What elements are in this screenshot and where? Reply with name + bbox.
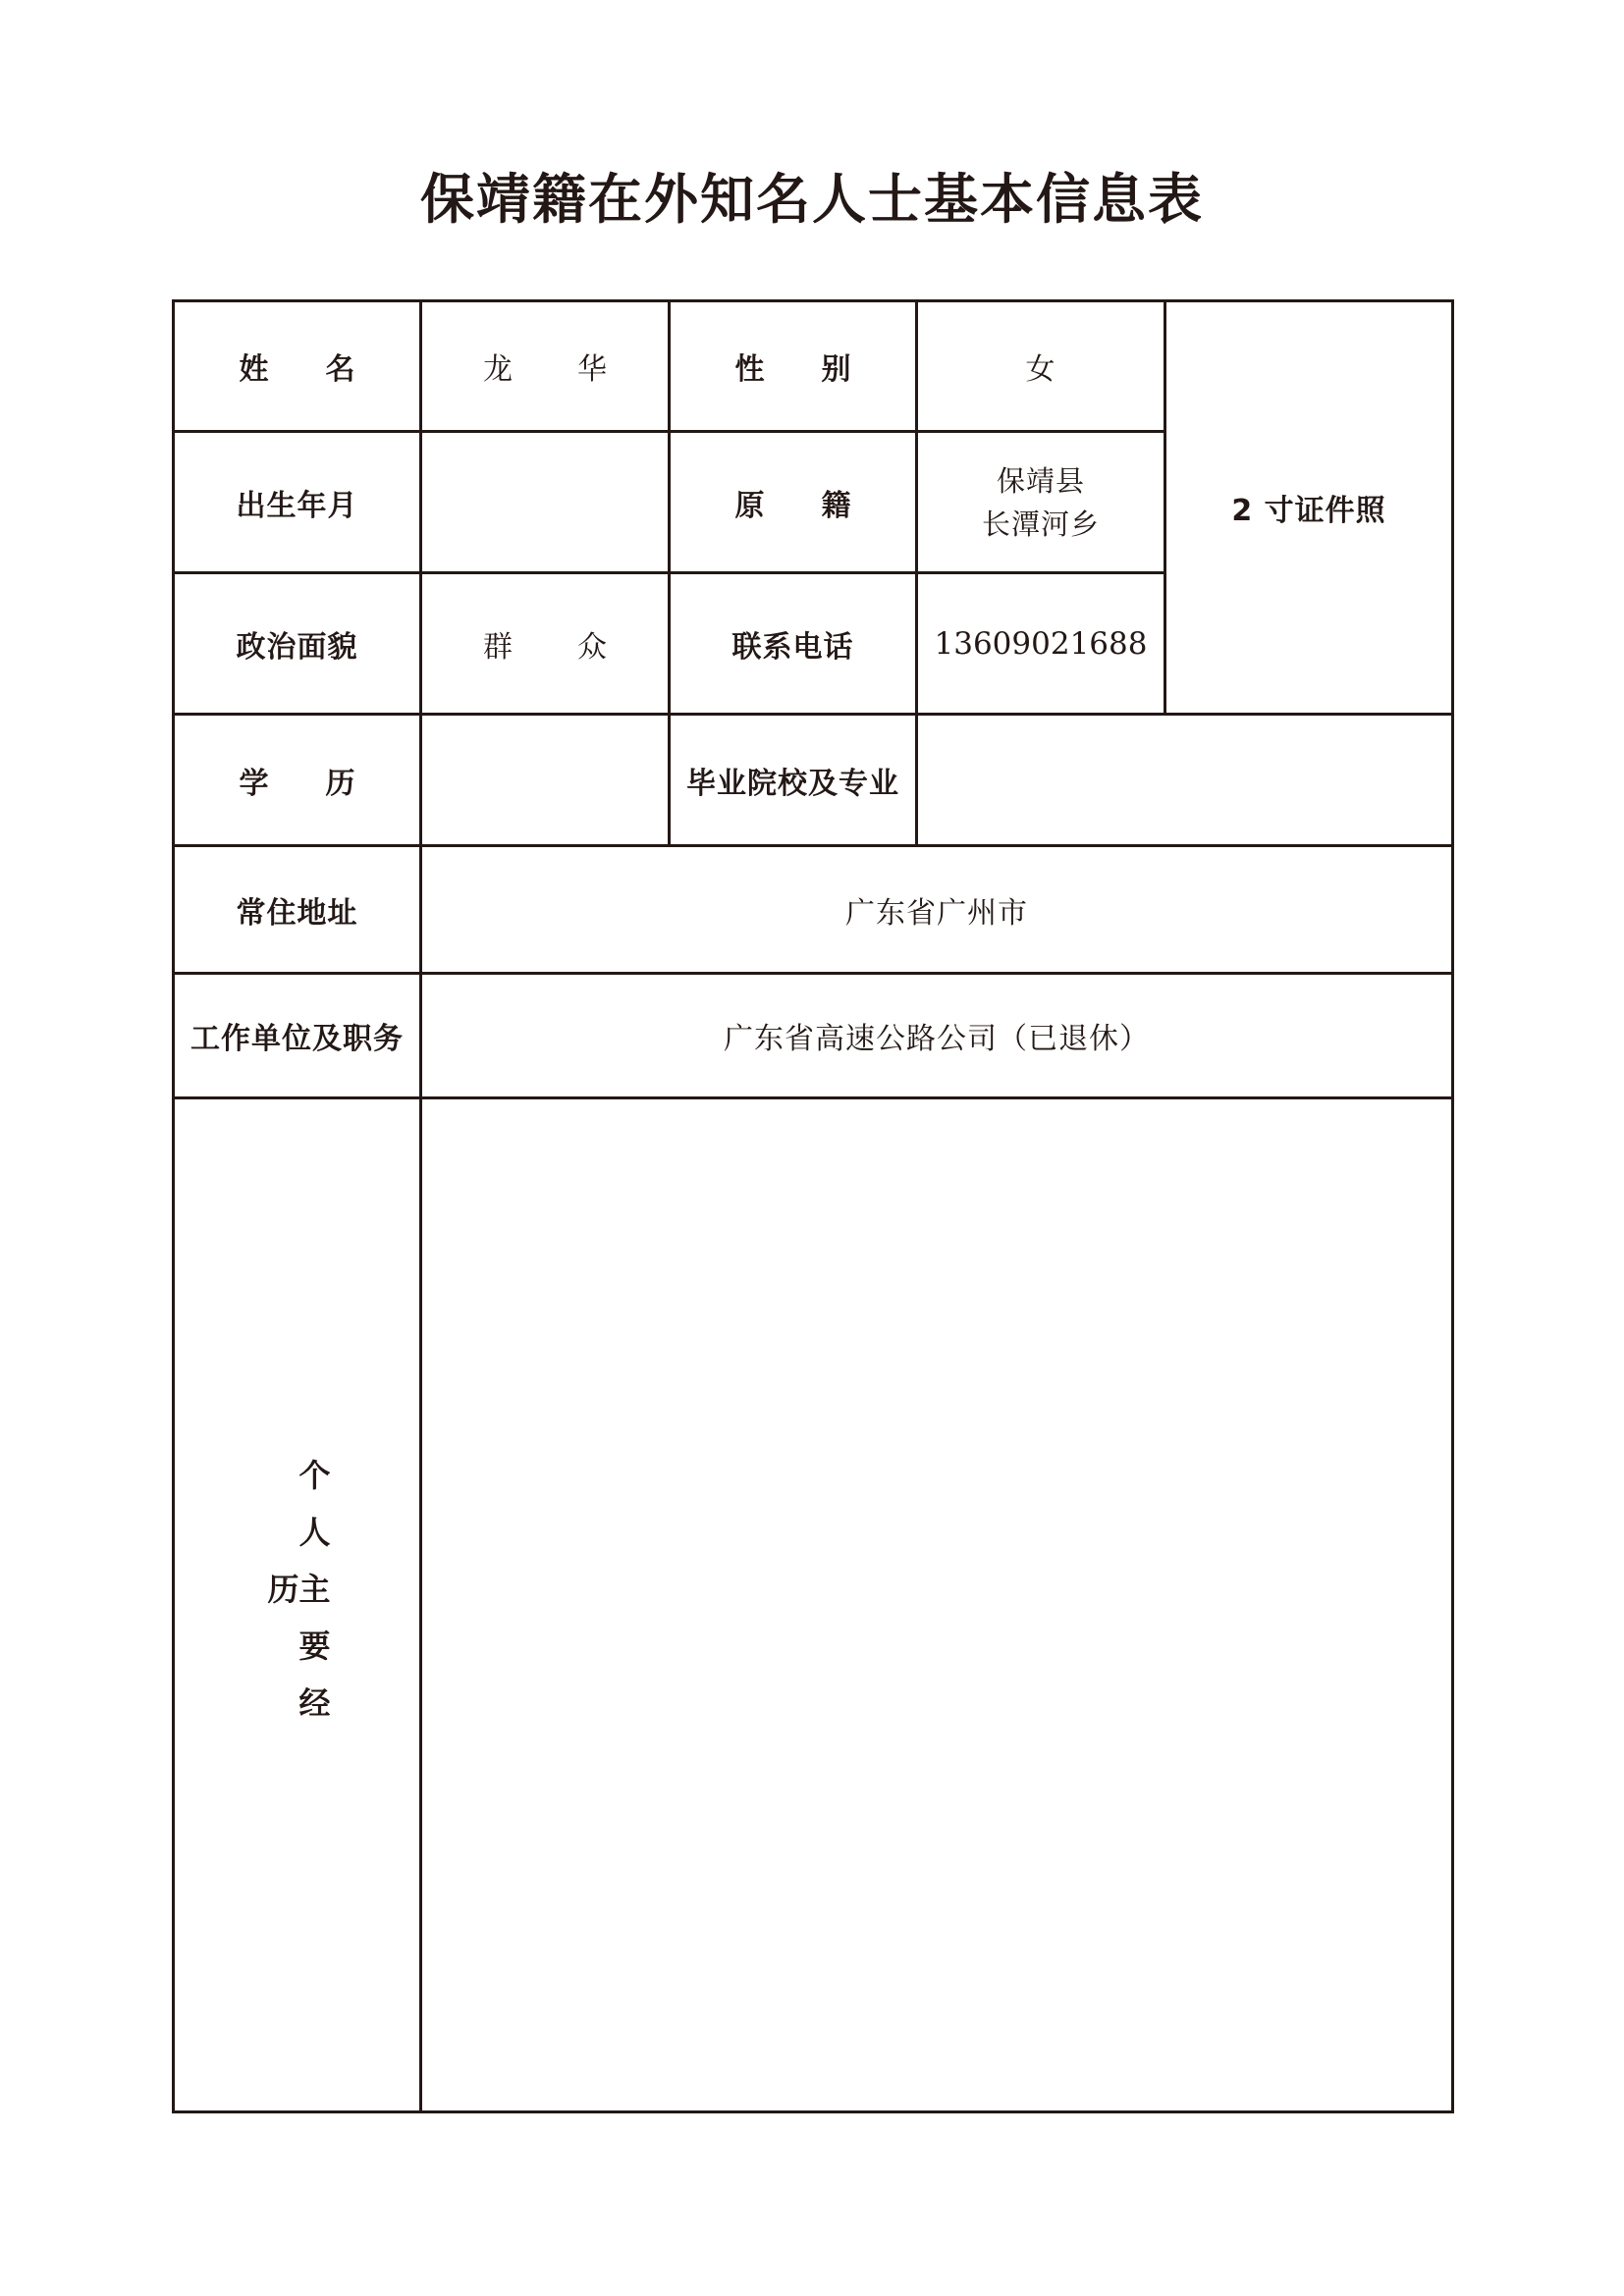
value-address[interactable]: 广东省广州市	[421, 846, 1453, 974]
value-origin-line-1: 保靖县	[996, 463, 1085, 498]
table-row-education	[174, 715, 1453, 846]
value-origin[interactable]	[917, 432, 1165, 573]
label-school-major: 毕业院校及专业	[670, 715, 917, 846]
value-political-status[interactable]: 群 众	[421, 573, 670, 715]
value-name[interactable]: 龙 华	[421, 301, 670, 432]
value-school-major[interactable]	[917, 715, 1453, 846]
table-row-address	[174, 846, 1453, 974]
label-origin: 原 籍	[670, 432, 917, 573]
label-address: 常住地址	[174, 846, 421, 974]
label-workplace-position: 工作单位及职务	[174, 974, 421, 1098]
label-birth-date: 出生年月	[174, 432, 421, 573]
value-workplace-position[interactable]: 广东省高速公路公司（已退休）	[421, 974, 1453, 1098]
photo-placeholder-cell[interactable]: 2 寸证件照	[1165, 301, 1453, 715]
value-phone[interactable]: 13609021688	[917, 573, 1165, 715]
value-gender[interactable]: 女	[917, 301, 1165, 432]
label-political-status: 政治面貌	[174, 573, 421, 715]
label-personal-experience	[174, 1098, 421, 2112]
table-row-name	[174, 301, 1453, 432]
value-origin-line-2: 长潭河乡	[981, 507, 1100, 541]
label-phone: 联系电话	[670, 573, 917, 715]
table-row-experience	[174, 1098, 1453, 2112]
page-title: 保靖籍在外知名人士基本信息表	[419, 167, 1204, 231]
label-gender: 性 别	[670, 301, 917, 432]
label-name: 姓 名	[174, 301, 421, 432]
label-personal-experience-text: 个人主要经历	[262, 1459, 332, 1743]
value-personal-experience[interactable]	[421, 1098, 1453, 2112]
personal-info-form-table	[172, 299, 1454, 2113]
label-education: 学 历	[174, 715, 421, 846]
value-birth-date[interactable]	[421, 432, 670, 573]
value-education[interactable]	[421, 715, 670, 846]
table-row-workplace	[174, 974, 1453, 1098]
